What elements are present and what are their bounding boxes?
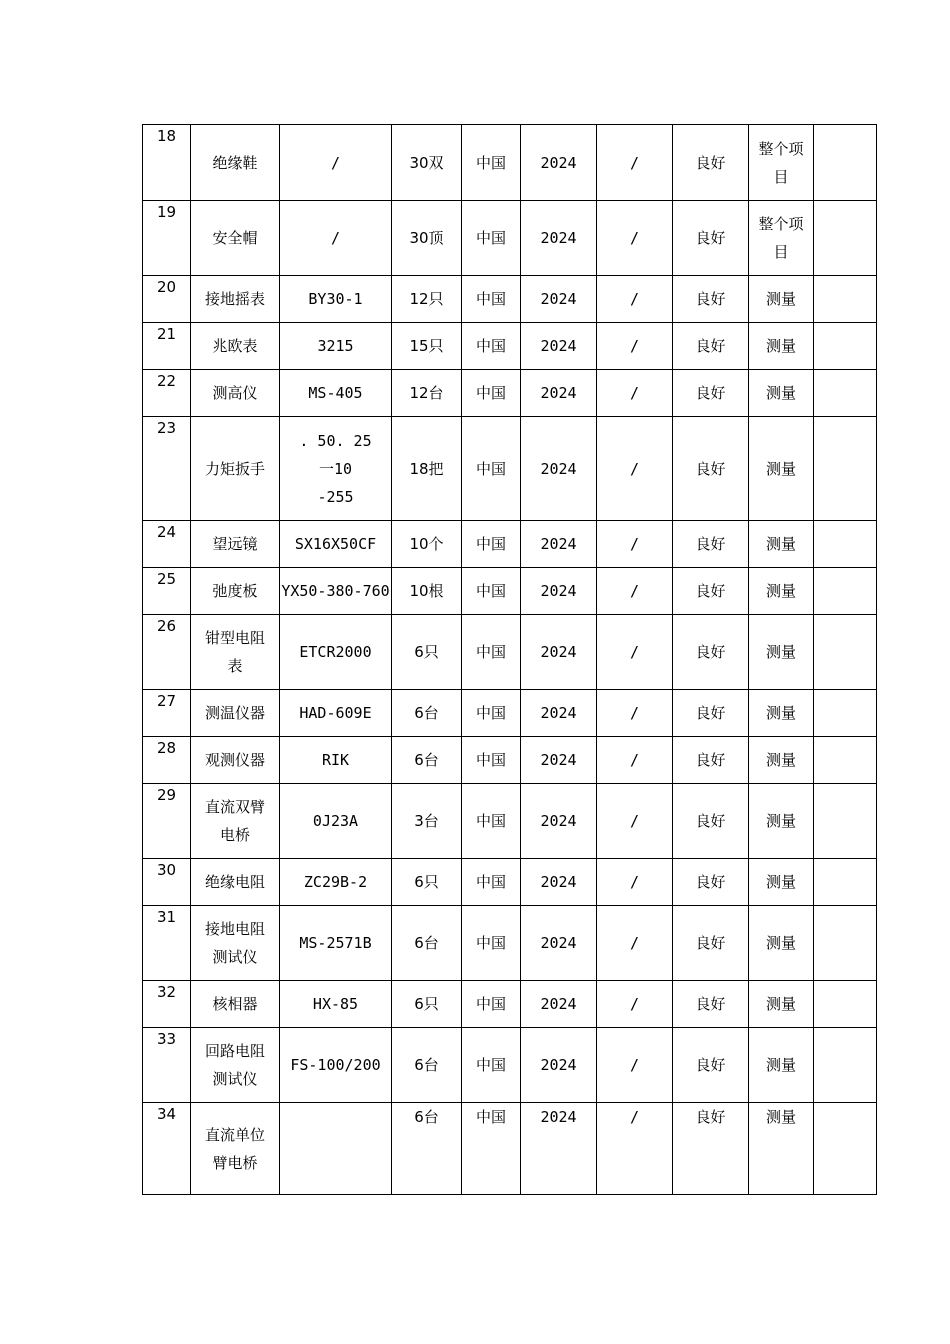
model-spec <box>280 906 392 981</box>
equipment-name-line: 测试仪 <box>212 948 258 966</box>
remarks-cell <box>814 568 877 615</box>
equipment-name <box>191 1028 280 1103</box>
origin: 中国 <box>462 615 521 690</box>
year: 2024 <box>521 323 597 370</box>
usage-purpose <box>749 1028 814 1103</box>
quantity: 15只 <box>392 323 462 370</box>
equipment-name <box>191 737 280 784</box>
row-number: 24 <box>143 521 191 568</box>
condition-status: 良好 <box>673 906 749 981</box>
model-spec-line: 0J23A <box>312 812 359 830</box>
equipment-name-line: 观测仪器 <box>204 751 265 769</box>
equipment-name-line: 望远镜 <box>212 535 258 553</box>
remarks-cell <box>814 323 877 370</box>
usage-purpose-line: 测量 <box>765 582 796 600</box>
origin: 中国 <box>462 125 521 201</box>
model-spec-line: ZC29B-2 <box>303 873 368 891</box>
origin: 中国 <box>462 784 521 859</box>
quantity: 30双 <box>392 125 462 201</box>
condition-status: 良好 <box>673 323 749 370</box>
equipment-name <box>191 615 280 690</box>
remarks-cell <box>814 615 877 690</box>
equipment-name <box>191 1103 280 1195</box>
equipment-name-line: 电桥 <box>219 826 250 844</box>
equipment-name-line: 力矩扳手 <box>204 459 265 478</box>
row-number: 26 <box>143 615 191 690</box>
origin: 中国 <box>462 201 521 276</box>
equipment-name <box>191 859 280 906</box>
remarks-cell <box>814 125 877 201</box>
usage-purpose-line: 测量 <box>765 459 796 478</box>
usage-purpose <box>749 906 814 981</box>
table-row <box>143 906 877 981</box>
condition-status: 良好 <box>673 276 749 323</box>
quantity: 30顶 <box>392 201 462 276</box>
usage-purpose-line: 测量 <box>765 812 796 830</box>
model-spec <box>280 125 392 201</box>
usage-purpose-line: 测量 <box>765 337 796 355</box>
condition-status: 良好 <box>673 859 749 906</box>
remarks-cell <box>814 370 877 417</box>
equipment-name-line: 接地摇表 <box>204 290 265 308</box>
row-number: 31 <box>143 906 191 981</box>
remarks-cell <box>814 981 877 1028</box>
table-row <box>143 615 877 690</box>
model-spec <box>280 1028 392 1103</box>
table-row <box>143 568 877 615</box>
remarks-cell <box>814 690 877 737</box>
quantity: 6台 <box>392 1028 462 1103</box>
model-spec-line: YX50-380-760 <box>281 582 390 600</box>
quantity: 6台 <box>392 690 462 737</box>
year: 2024 <box>521 1028 597 1103</box>
model-spec-line: -255 <box>317 487 354 506</box>
usage-purpose-line: 测量 <box>765 643 796 661</box>
condition-status: 良好 <box>673 615 749 690</box>
model-spec-line: 一10 <box>318 459 353 478</box>
year: 2024 <box>521 981 597 1028</box>
equipment-name-line: 核相器 <box>212 995 258 1013</box>
remarks-cell <box>814 737 877 784</box>
condition-status: 良好 <box>673 690 749 737</box>
usage-purpose <box>749 859 814 906</box>
extra-field: / <box>597 125 673 201</box>
model-spec <box>280 859 392 906</box>
model-spec <box>280 521 392 568</box>
remarks-cell <box>814 906 877 981</box>
usage-purpose <box>749 521 814 568</box>
usage-purpose <box>749 323 814 370</box>
year: 2024 <box>521 906 597 981</box>
usage-purpose-line: 测量 <box>765 535 796 553</box>
quantity: 6台 <box>392 737 462 784</box>
remarks-cell <box>814 417 877 521</box>
quantity: 6只 <box>392 859 462 906</box>
condition-status: 良好 <box>673 784 749 859</box>
row-number: 23 <box>143 417 191 521</box>
quantity: 10个 <box>392 521 462 568</box>
quantity: 6台 <box>392 906 462 981</box>
equipment-name <box>191 521 280 568</box>
remarks-cell <box>814 1103 877 1195</box>
row-number: 21 <box>143 323 191 370</box>
extra-field: / <box>597 784 673 859</box>
model-spec-line: BY30-1 <box>308 290 363 308</box>
usage-purpose <box>749 276 814 323</box>
condition-status: 良好 <box>673 521 749 568</box>
usage-purpose <box>749 615 814 690</box>
origin: 中国 <box>462 417 521 521</box>
equipment-name-line: 直流单位 <box>204 1125 265 1144</box>
equipment-name-line: 回路电阻 <box>204 1042 265 1060</box>
model-spec-line: HAD-609E <box>299 704 372 722</box>
equipment-name <box>191 370 280 417</box>
extra-field: / <box>597 568 673 615</box>
year: 2024 <box>521 784 597 859</box>
condition-status: 良好 <box>673 1028 749 1103</box>
table-row <box>143 859 877 906</box>
usage-purpose <box>749 370 814 417</box>
model-spec <box>280 370 392 417</box>
row-number: 27 <box>143 690 191 737</box>
table-row <box>143 690 877 737</box>
usage-purpose-line: 目 <box>773 167 789 186</box>
year: 2024 <box>521 1103 597 1195</box>
table-row <box>143 370 877 417</box>
model-spec <box>280 615 392 690</box>
remarks-cell <box>814 1028 877 1103</box>
year: 2024 <box>521 417 597 521</box>
table-row <box>143 981 877 1028</box>
row-number: 20 <box>143 276 191 323</box>
origin: 中国 <box>462 906 521 981</box>
equipment-table <box>142 124 877 1195</box>
year: 2024 <box>521 737 597 784</box>
condition-status: 良好 <box>673 370 749 417</box>
usage-purpose-line: 整个项 <box>758 139 804 158</box>
usage-purpose-line: 测量 <box>765 751 796 769</box>
row-number: 34 <box>143 1103 191 1195</box>
table-row <box>143 1103 877 1195</box>
year: 2024 <box>521 521 597 568</box>
condition-status: 良好 <box>673 201 749 276</box>
origin: 中国 <box>462 568 521 615</box>
extra-field: / <box>597 859 673 906</box>
equipment-name-line: 臂电桥 <box>212 1153 258 1172</box>
equipment-name <box>191 568 280 615</box>
model-spec <box>280 568 392 615</box>
model-spec <box>280 690 392 737</box>
usage-purpose <box>749 737 814 784</box>
model-spec-line: . 50. 25 <box>299 431 372 450</box>
origin: 中国 <box>462 370 521 417</box>
row-number: 22 <box>143 370 191 417</box>
extra-field: / <box>597 737 673 784</box>
usage-purpose-line: 目 <box>773 243 789 261</box>
equipment-name-line: 钳型电阻 <box>204 629 265 647</box>
equipment-name <box>191 981 280 1028</box>
usage-purpose-line: 测量 <box>765 1108 796 1126</box>
condition-status: 良好 <box>673 125 749 201</box>
model-spec <box>280 1103 392 1195</box>
equipment-name <box>191 784 280 859</box>
remarks-cell <box>814 521 877 568</box>
table-row <box>143 323 877 370</box>
model-spec <box>280 323 392 370</box>
origin: 中国 <box>462 1028 521 1103</box>
quantity: 18把 <box>392 417 462 521</box>
table-row <box>143 201 877 276</box>
row-number: 32 <box>143 981 191 1028</box>
condition-status: 良好 <box>673 568 749 615</box>
row-number: 18 <box>143 125 191 201</box>
year: 2024 <box>521 859 597 906</box>
quantity: 6只 <box>392 615 462 690</box>
year: 2024 <box>521 370 597 417</box>
condition-status: 良好 <box>673 981 749 1028</box>
table-row <box>143 784 877 859</box>
model-spec <box>280 784 392 859</box>
row-number: 33 <box>143 1028 191 1103</box>
extra-field: / <box>597 201 673 276</box>
model-spec-line: / <box>330 153 341 172</box>
row-number: 25 <box>143 568 191 615</box>
origin: 中国 <box>462 323 521 370</box>
model-spec <box>280 417 392 521</box>
usage-purpose-line: 测量 <box>765 384 796 402</box>
usage-purpose <box>749 784 814 859</box>
extra-field: / <box>597 1103 673 1195</box>
condition-status: 良好 <box>673 737 749 784</box>
quantity: 12台 <box>392 370 462 417</box>
usage-purpose <box>749 690 814 737</box>
model-spec <box>280 737 392 784</box>
usage-purpose <box>749 201 814 276</box>
table-row <box>143 521 877 568</box>
equipment-name-line: 绝缘电阻 <box>204 873 265 891</box>
equipment-table-body <box>143 125 877 1195</box>
extra-field: / <box>597 417 673 521</box>
usage-purpose <box>749 981 814 1028</box>
equipment-name-line: 测高仪 <box>212 384 258 402</box>
year: 2024 <box>521 201 597 276</box>
extra-field: / <box>597 690 673 737</box>
table-row <box>143 737 877 784</box>
extra-field: / <box>597 370 673 417</box>
table-row <box>143 417 877 521</box>
table-row <box>143 276 877 323</box>
table-row <box>143 125 877 201</box>
origin: 中国 <box>462 1103 521 1195</box>
origin: 中国 <box>462 690 521 737</box>
condition-status: 良好 <box>673 417 749 521</box>
model-spec-line: 3215 <box>317 337 354 355</box>
usage-purpose-line: 测量 <box>765 934 796 952</box>
equipment-name <box>191 201 280 276</box>
row-number: 19 <box>143 201 191 276</box>
usage-purpose-line: 测量 <box>765 873 796 891</box>
equipment-name-line: 弛度板 <box>212 582 258 600</box>
equipment-name <box>191 906 280 981</box>
extra-field: / <box>597 906 673 981</box>
year: 2024 <box>521 615 597 690</box>
usage-purpose <box>749 125 814 201</box>
year: 2024 <box>521 125 597 201</box>
origin: 中国 <box>462 859 521 906</box>
year: 2024 <box>521 568 597 615</box>
model-spec <box>280 981 392 1028</box>
usage-purpose-line: 测量 <box>765 290 796 308</box>
model-spec <box>280 276 392 323</box>
usage-purpose-line: 测量 <box>765 704 796 722</box>
equipment-name <box>191 323 280 370</box>
origin: 中国 <box>462 981 521 1028</box>
remarks-cell <box>814 276 877 323</box>
extra-field: / <box>597 1028 673 1103</box>
equipment-name-line: 表 <box>227 657 243 675</box>
model-spec-line: RIK <box>321 751 350 769</box>
model-spec <box>280 201 392 276</box>
origin: 中国 <box>462 737 521 784</box>
equipment-name <box>191 417 280 521</box>
model-spec-line: MS-405 <box>308 384 363 402</box>
equipment-name-line: 兆欧表 <box>212 337 258 355</box>
table-row <box>143 1028 877 1103</box>
remarks-cell <box>814 201 877 276</box>
usage-purpose <box>749 568 814 615</box>
model-spec-line: MS-2571B <box>299 934 372 952</box>
extra-field: / <box>597 323 673 370</box>
model-spec-line: FS-100/200 <box>290 1056 381 1074</box>
usage-purpose-line: 整个项 <box>758 215 804 233</box>
quantity: 3台 <box>392 784 462 859</box>
origin: 中国 <box>462 276 521 323</box>
equipment-name <box>191 276 280 323</box>
condition-status: 良好 <box>673 1103 749 1195</box>
equipment-name-line: 测试仪 <box>212 1070 258 1088</box>
quantity: 10根 <box>392 568 462 615</box>
equipment-name-line: 直流双臂 <box>204 798 265 816</box>
usage-purpose-line: 测量 <box>765 1056 796 1074</box>
equipment-name <box>191 690 280 737</box>
row-number: 29 <box>143 784 191 859</box>
model-spec-line: / <box>330 229 341 247</box>
equipment-name-line: 测温仪器 <box>204 704 265 722</box>
origin: 中国 <box>462 521 521 568</box>
extra-field: / <box>597 521 673 568</box>
remarks-cell <box>814 784 877 859</box>
equipment-name-line: 绝缘鞋 <box>212 153 258 172</box>
row-number: 30 <box>143 859 191 906</box>
extra-field: / <box>597 615 673 690</box>
model-spec-line: HX-85 <box>312 995 359 1013</box>
equipment-name <box>191 125 280 201</box>
equipment-name-line: 安全帽 <box>212 229 258 247</box>
quantity: 6台 <box>392 1103 462 1195</box>
extra-field: / <box>597 276 673 323</box>
usage-purpose <box>749 417 814 521</box>
usage-purpose <box>749 1103 814 1195</box>
usage-purpose-line: 测量 <box>765 995 796 1013</box>
extra-field: / <box>597 981 673 1028</box>
remarks-cell <box>814 859 877 906</box>
model-spec-line: ETCR2000 <box>299 643 372 661</box>
model-spec-line: SX16X50CF <box>294 535 377 553</box>
row-number: 28 <box>143 737 191 784</box>
year: 2024 <box>521 276 597 323</box>
equipment-name-line: 接地电阻 <box>204 920 265 938</box>
quantity: 12只 <box>392 276 462 323</box>
year: 2024 <box>521 690 597 737</box>
quantity: 6只 <box>392 981 462 1028</box>
